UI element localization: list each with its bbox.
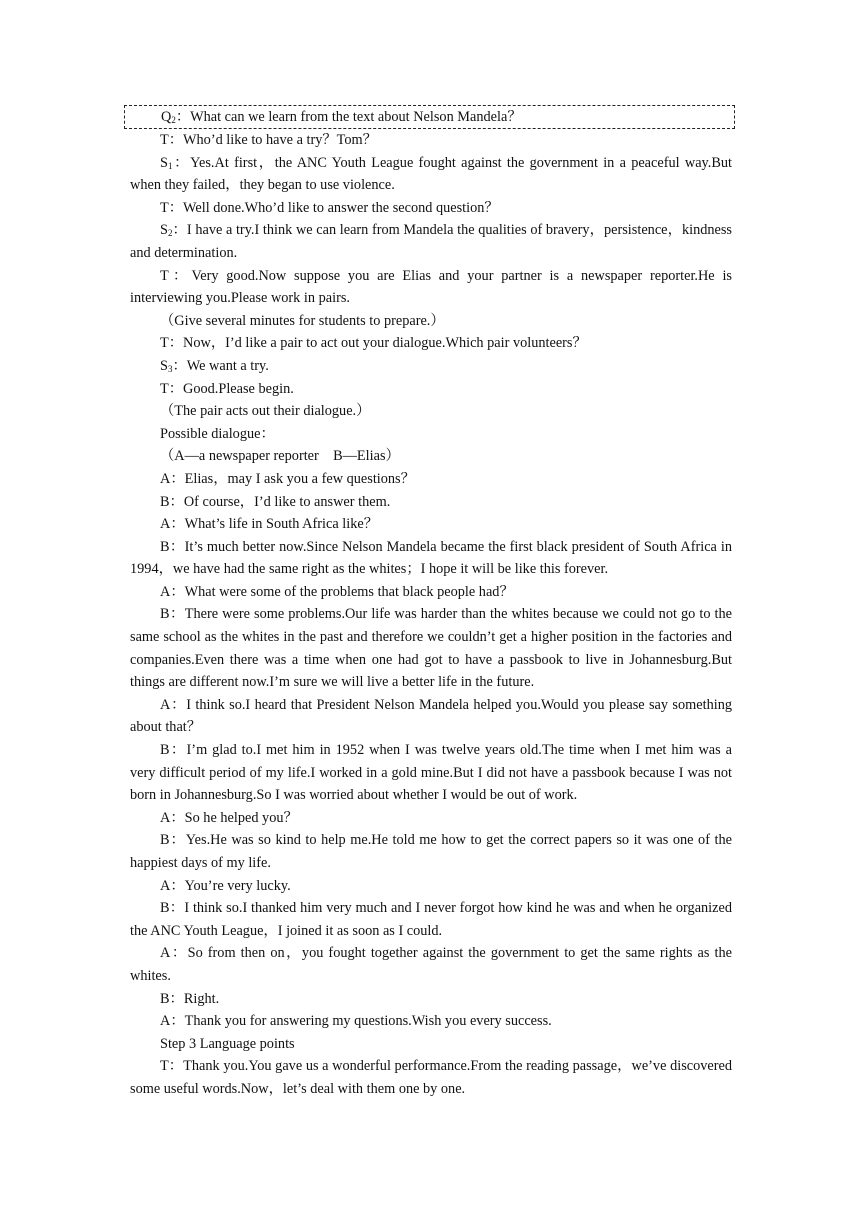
dialogue-line: A：You’re very lucky. (160, 877, 291, 894)
student-line: $S_3$：We want a try. (160, 357, 269, 374)
dialogue-line: A：I think so.I heard that President Nelson Mandela helped you.Would you please say something about that？ (130, 696, 732, 736)
dialogue-line: A：So he helped you？ (160, 809, 298, 826)
dialogue-line: B：It’s much better now.Since Nelson Mandela became the first black president of South Africa in 1994，we have had the same right as the whites；I hope it will be like this forever. (130, 538, 732, 578)
dialogue-line: A：So from then on，you fought together against the government to get the same rights as the whites. (130, 945, 732, 984)
dialogue-heading: Possible dialogue： (160, 425, 275, 442)
teacher-line: T：Now，I’d like a pair to act out your dialogue.Which pair volunteers？ (160, 335, 587, 352)
dialogue-line: B：Right. (160, 990, 220, 1007)
stage-note: （The pair acts out their dialogue.） (160, 403, 371, 420)
dialogue-line: B：Of course，I’d like to answer them. (160, 493, 391, 510)
dialogue-roles: （A—a newspaper reporter B—Elias） (160, 448, 400, 465)
question-2: $Q_2$：What can we learn from the text about Nelson Mandela？ (161, 109, 522, 125)
dialogue-line: A：Elias，may I ask you a few questions？ (160, 470, 415, 487)
dialogue-line: A：What’s life in South Africa like？ (160, 516, 378, 533)
teacher-line: T：Well done.Who’d like to answer the second question？ (160, 199, 499, 216)
dialogue-line: A：What were some of the problems that black people had？ (160, 583, 514, 600)
section-heading: Step 3 Language points (160, 1035, 295, 1052)
dialogue-line: B：There were some problems.Our life was harder than the whites because we could not go to the same school as the whites in the past and therefore we couldn’t get a higher position in the factories and companies.Even there was a time when one had got to have a passbook to live in Johannesburg.But things are different now.I’m sure we will live a better life in the future. (130, 606, 732, 691)
dialogue-line: B：Yes.He was so kind to help me.He told me how to get the correct papers so it was one of the happiest days of my life. (130, 832, 732, 871)
teacher-line: T：Thank you.You gave us a wonderful performance.From the reading passage，we’ve discovered some useful words.Now，let’s deal with them one by one. (130, 1058, 732, 1097)
student-line: $S_2$：I have a try.I think we can learn from Mandela the qualities of bravery，persistence，kindness and determination. (130, 222, 732, 261)
question-box (124, 105, 735, 129)
teacher-line: T：Who’d like to have a try？Tom？ (160, 132, 377, 148)
dialogue-line: A：Thank you for answering my questions.Wish you every success. (160, 1013, 552, 1030)
dialogue-line: B：I think so.I thanked him very much and I never forgot how kind he was and when he organized the ANC Youth League，I joined it as soon as I could. (130, 900, 732, 939)
teacher-line: T：Very good.Now suppose you are Elias and your partner is a newspaper reporter.He is interviewing you.Please work in pairs. (130, 267, 732, 307)
student-line: $S_1$：Yes.At first，the ANC Youth League fought against the government in a peaceful way.But when they failed，they began to use violence. (130, 154, 732, 194)
teacher-line: T：Good.Please begin. (160, 380, 294, 397)
stage-note: （Give several minutes for students to prepare.） (160, 312, 445, 329)
document-body (130, 105, 732, 1101)
dialogue-line: B：I’m glad to.I met him in 1952 when I was twelve years old.The time when I met him was a very difficult period of my life.I worked in a gold mine.But I did not have a passbook because I was not born in Johannesburg.So I was worried about whether I would be out of work. (130, 742, 732, 804)
